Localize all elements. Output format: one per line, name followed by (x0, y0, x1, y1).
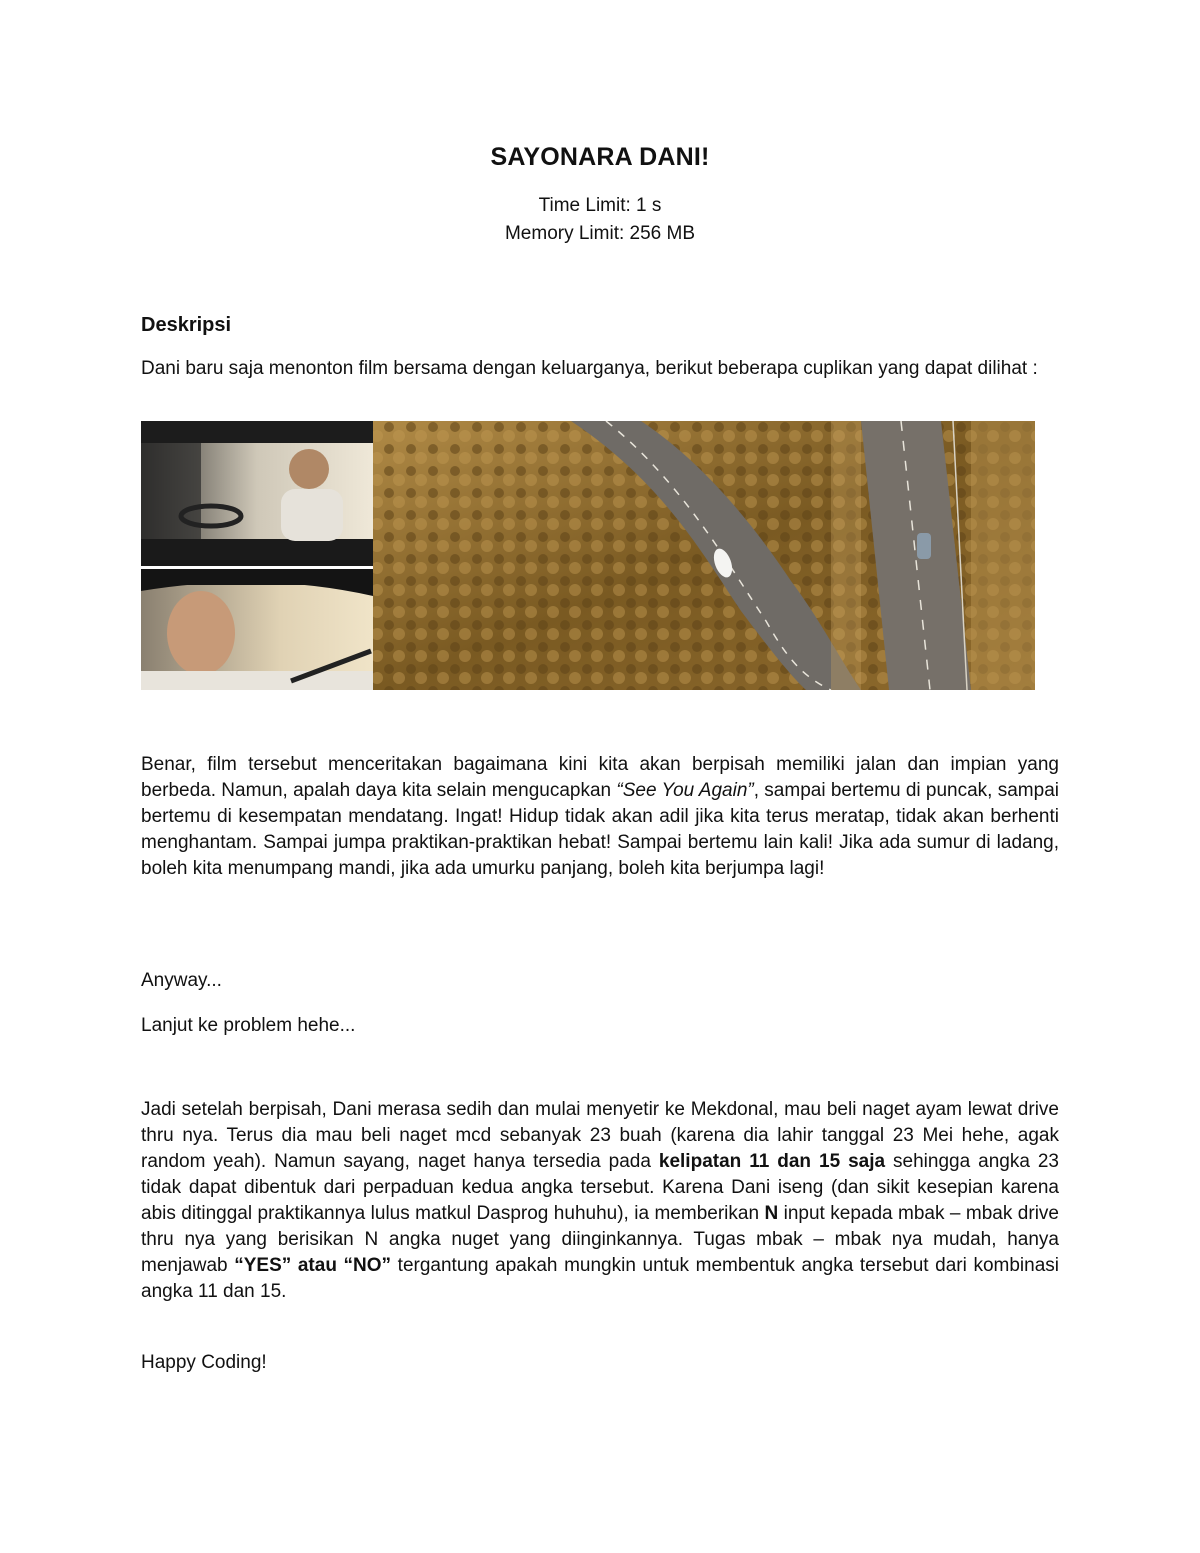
intro-paragraph: Dani baru saja menonton film bersama dengan keluarganya, berikut beberapa cuplikan yang dapat dilihat : (141, 358, 1038, 379)
story-part2: , sampai bertemu di puncak, sampai bertemu di kesempatan mendatang. Ingat! Hidup tidak akan adil jika kita terus meratap, tidak akan berhenti menghantam. Sampai jumpa praktikan-praktikan hebat! Sampai bertemu lain kali! Jika ada sumur di ladang, boleh kita menumpang mandi, jika ada umurku panjang, boleh kita berjumpa lagi! (141, 780, 1059, 879)
problem-text-4: tergantung apakah mungkin untuk membentuk angka tersebut dari kombinasi angka 11 dan 15. (141, 1255, 1059, 1302)
problem-bold-2: N (764, 1203, 779, 1224)
problem-paragraph (141, 1097, 1059, 1305)
story-part1: Benar, film tersebut menceritakan bagaimana kini kita akan berpisah memiliki jalan dan impian yang berbeda. Namun, apalah daya kita selain mengucapkan (141, 754, 1059, 801)
anyway-paragraph: Anyway... (141, 970, 222, 991)
problem-text-3: input kepada mbak – mbak drive thru nya yang berisikan N angka nuget yang diinginkannya. Tugas mbak – mbak nya mudah, hanya menjawab (141, 1203, 1059, 1276)
problem-text-2: sehingga angka 23 tidak dapat dibentuk dari perpaduan kedua angka tersebut. Karena Dani iseng (dan sikit kesepian karena abis ditinggal praktikannya lulus matkul Dasprog huhuhu), ia memberikan (141, 1151, 1059, 1224)
lanjut-paragraph: Lanjut ke problem hehe... (141, 1015, 356, 1036)
problem-bold-1: kelipatan 11 dan 15 saja (658, 1151, 886, 1172)
problem-bold-3: “YES” atau “NO” (234, 1255, 392, 1276)
page-title: SAYONARA DANI! (490, 143, 710, 171)
story-quote: “See You Again” (616, 780, 754, 801)
film-stills-image (141, 421, 1035, 690)
section-heading: Deskripsi (141, 314, 232, 336)
problem-text-1: Jadi setelah berpisah, Dani merasa sedih dan mulai menyetir ke Mekdonal, mau beli naget ayam lewat drive thru nya. Terus dia mau beli naget mcd sebanyak 23 buah (karena dia lahir tanggal 23 Mei hehe, agak random yeah). Namun sayang, naget hanya tersedia pada (141, 1099, 1059, 1172)
time-limit: Time Limit: 1 s (538, 195, 662, 216)
closing-paragraph: Happy Coding! (141, 1352, 267, 1373)
memory-limit: Memory Limit: 256 MB (504, 223, 696, 244)
story-paragraph (141, 752, 1059, 882)
